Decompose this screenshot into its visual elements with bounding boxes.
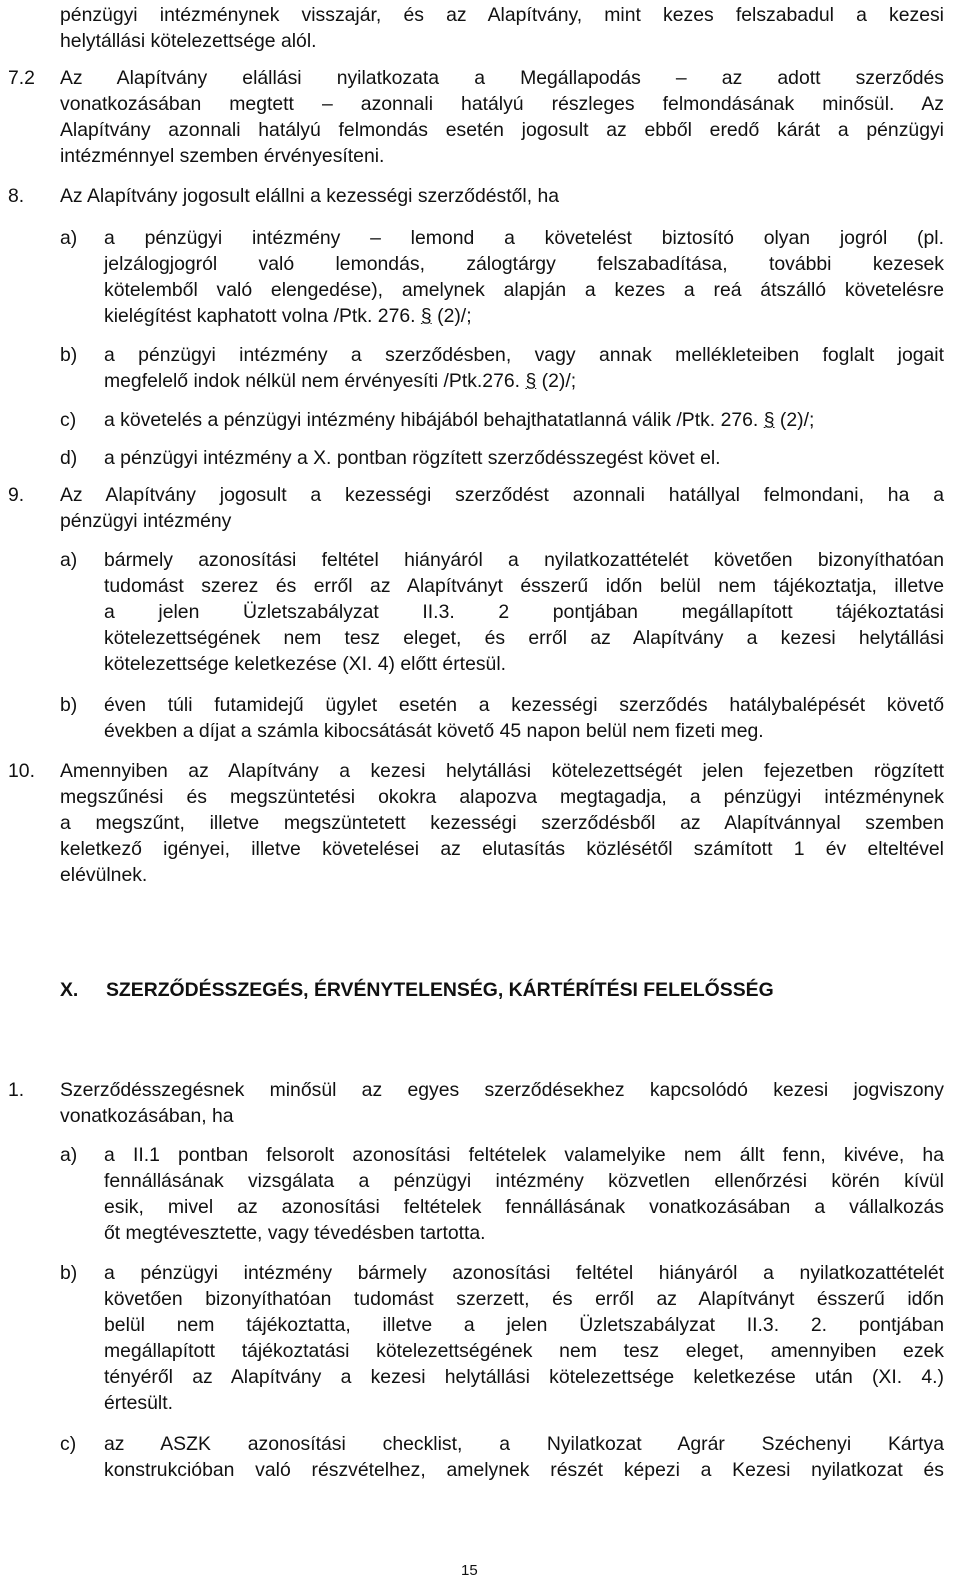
text-line: a II.1 pontban felsorolt azonosítási feltételek valamelyike nem állt fenn, kivéve, ha [104,1144,944,1166]
text-line: vonatkozásában, ha [60,1105,234,1127]
item-label: b) [60,1262,78,1284]
paragraph-number: 1. [8,1079,25,1101]
page-number: 15 [461,1562,478,1579]
section-number: X. [60,979,79,1001]
text-line: intézménnyel szemben érvényesíteni. [60,145,385,167]
text-line: a pénzügyi intézmény a X. pontban rögzített szerződésszegést követ el. [104,447,721,469]
paragraph-10 [60,758,944,888]
list-item [104,692,944,744]
text-line: pénzügyi intézmény [60,510,232,532]
paragraph-8 [60,183,944,209]
list-item [104,407,944,433]
text-line: az ASZK azonosítási checklist, a Nyilatkozat Agrár Széchenyi Kártya [104,1433,944,1455]
text-line: a jelen Üzletszabályzat II.3. 2 pontjában megállapított tájékoztatási [104,601,944,623]
paragraph-number: 7.2 [8,67,35,89]
list-item [104,1142,944,1246]
section-symbol: § [763,409,775,431]
text-line: tényéről az Alapítvány a kezesi helytállási kötelezettsége keletkezése után (XI. 4.) [104,1366,944,1388]
text-line: vonatkozásában megtett – azonnali hatályú részleges felmondásának minősül. Az [60,93,944,115]
paragraph-number: 9. [8,484,25,506]
text-line: a megszűnt, illetve megszüntetett kezességi szerződésből az Alapítvánnyal szemben [60,812,944,834]
text-line: tudomást szerez és erről az Alapítványt ésszerű időn belül nem tájékoztatja, illetve [104,575,944,597]
text-line: kötelemből való elengedése), amelynek alapján a kezes a reá átszálló követelésre [104,279,944,301]
list-item [104,1431,944,1483]
text-line: elévülnek. [60,864,148,886]
text-line: esik, mivel az azonosítási feltételek fennállásának vonatkozásában a vállalkozás [104,1196,944,1218]
item-label: a) [60,549,78,571]
text-line: megállapított tájékoztatási kötelezettségének nem tesz eleget, amennyiben ezek [104,1340,944,1362]
text-line: értesült. [104,1392,173,1414]
paragraph-number: 8. [8,185,25,207]
text-line: fennállásának vizsgálata a pénzügyi intézmény közvetlen ellenőrzési körén kívül [104,1170,944,1192]
paragraph-9 [60,482,944,534]
item-label: b) [60,344,78,366]
text-line: megszűnési és megszüntetési okokra alapozva megtagadja, a pénzügyi intézménynek [60,786,944,808]
item-label: a) [60,1144,78,1166]
list-item [104,342,944,394]
text-line: években a díjat a számla kibocsátását követő 45 napon belül nem fizeti meg. [104,720,764,742]
text-line: a pénzügyi intézmény bármely azonosítási feltétel hiányáról a nyilatkozattételét [104,1262,944,1284]
text-line: pénzügyi intézménynek visszajár, és az Alapítvány, mint kezes felszabadul a kezesi [60,4,944,26]
item-label: a) [60,227,78,249]
text-line: belül nem tájékoztatta, illetve a jelen Üzletszabályzat II.3. 2. pontjában [104,1314,944,1336]
text-line: a követelés a pénzügyi intézmény hibájából behajthatatlanná válik /Ptk. 276. § (2)/; [104,409,815,431]
item-label: c) [60,1433,77,1455]
text-line: Az Alapítvány jogosult elállni a kezességi szerződéstől, ha [60,185,560,207]
paragraph-7-2 [60,65,944,169]
list-item [104,1260,944,1416]
text-line: kötelezettségének nem tesz eleget, és erről az Alapítvány a kezesi helytállási [104,627,944,649]
item-label: d) [60,447,78,469]
section-symbol: § [420,305,432,327]
text-line: konstrukcióban való részvételhez, amelynek részét képezi a Kezesi nyilatkozat és [104,1459,944,1481]
text-line: kielégítést kaphatott volna /Ptk. 276. § (2)/; [104,305,472,327]
text-line: keletkező igényei, illetve követelései az elutasítás közlésétől számított 1 év elteltével [60,838,944,860]
paragraph-1 [60,1077,944,1129]
text-line: megfelelő indok nélkül nem érvényesíti /Ptk.276. § (2)/; [104,370,577,392]
item-label: c) [60,409,77,431]
text-line: Az Alapítvány jogosult a kezességi szerződést azonnali hatállyal felmondani, ha a [60,484,944,506]
text-line: helytállási kötelezettsége alól. [60,30,317,52]
list-item [104,225,944,329]
text-line: őt megtévesztette, vagy tévedésben tartotta. [104,1222,486,1244]
list-item [104,547,944,677]
paragraph-intro [60,2,944,54]
text-line: Az Alapítvány elállási nyilatkozata a Megállapodás – az adott szerződés [60,67,944,89]
item-label: b) [60,694,78,716]
text-line: a pénzügyi intézmény – lemond a követelést biztosító olyan jogról (pl. [104,227,944,249]
text-line: követően bizonyíthatóan tudomást szerzett, és erről az Alapítványt ésszerű időn [104,1288,944,1310]
text-line: kötelezettsége keletkezése (XI. 4) előtt értesül. [104,653,507,675]
section-title: SZERZŐDÉSSZEGÉS, ÉRVÉNYTELENSÉG, KÁRTÉRÍTÉSI FELELŐSSÉG [106,979,774,1001]
text-line: Amennyiben az Alapítvány a kezesi helytállási kötelezettségét jelen fejezetben rögzített [60,760,944,782]
text-line: a pénzügyi intézmény a szerződésben, vagy annak mellékleteiben foglalt jogait [104,344,944,366]
text-line: bármely azonosítási feltétel hiányáról a nyilatkozattételét követően bizonyíthatóan [104,549,944,571]
text-line: jelzálogjogról való lemondás, zálogtárgy felszabadítása, további kezesek [104,253,944,275]
text-line: Alapítvány azonnali hatályú felmondás esetén jogosult az ebből eredő kárát a pénzügyi [60,119,944,141]
paragraph-number: 10. [8,760,35,782]
list-item [104,445,944,471]
text-line: Szerződésszegésnek minősül az egyes szerződésekhez kapcsolódó kezesi jogviszony [60,1079,944,1101]
section-symbol: § [525,370,537,392]
text-line: éven túli futamidejű ügylet esetén a kezességi szerződés hatálybalépését követő [104,694,944,716]
